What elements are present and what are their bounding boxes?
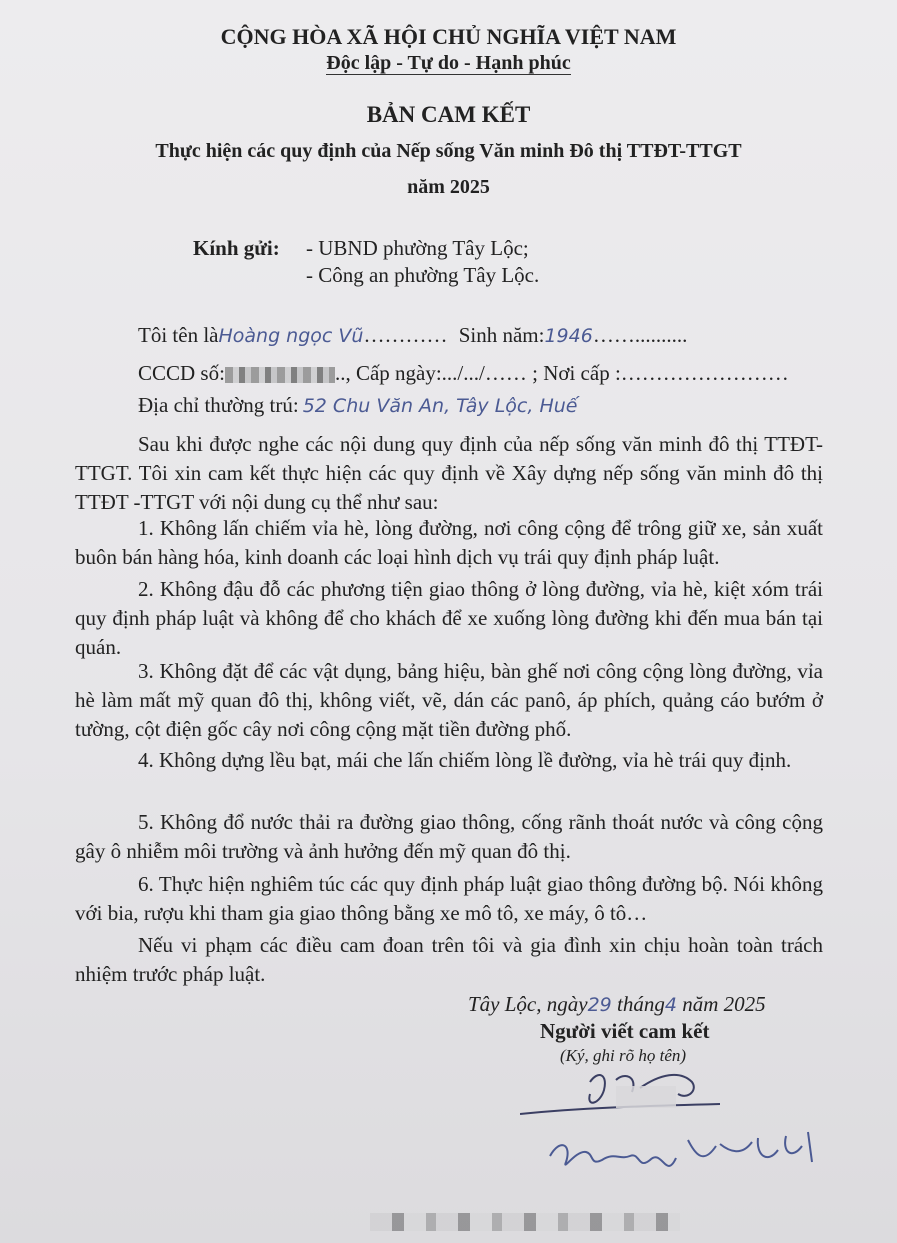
sign-note: (Ký, ghi rõ họ tên): [560, 1046, 687, 1065]
item-2: 2. Không đậu đỗ các phương tiện giao thông ở lòng đường, vỉa hè, kiệt xóm trái quy định pháp luật và không để cho khách để xe xuống lòng đường khi đến mua bán tại quán.: [75, 577, 823, 659]
signature-icon: [520, 1060, 840, 1200]
issue-date-label: Cấp ngày:.../.../……: [355, 361, 527, 385]
document-title: BẢN CAM KẾT: [366, 102, 531, 127]
recipient-2: - Công an phường Tây Lộc.: [306, 263, 540, 287]
name-dots: …………: [363, 323, 448, 347]
item-4: 4. Không dựng lều bạt, mái che lấn chiếm lòng lề đường, vỉa hè trái quy định.: [138, 748, 792, 772]
month-label: tháng: [617, 992, 665, 1016]
birth-handwritten: 1946: [544, 325, 593, 347]
month-handwritten: 4: [664, 994, 677, 1016]
intro-paragraph: Sau khi được nghe các nội dung quy định của nếp sống văn minh đô thị TTĐT-TTGT. Tôi xin cam kết thực hiện các quy định về Xây dựng nếp sống văn minh đô thị TTĐT -TTGT với nội dung cụ thể như sau:: [75, 432, 823, 514]
document-subtitle: Thực hiện các quy định của Nếp sống Văn minh Đô thị TTĐT-TTGT: [155, 140, 742, 162]
motto-text: Độc lập - Tự do - Hạnh phúc: [326, 52, 571, 74]
national-name: CỘNG HÒA XÃ HỘI CHỦ NGHĨA VIỆT NAM: [220, 24, 677, 49]
item-6: 6. Thực hiện nghiêm túc các quy định pháp luật giao thông đường bộ. Nói không với bia, rượu khi tham gia giao thông bằng xe mô tô, xe máy, ô tô…: [75, 872, 823, 925]
id-tail: ..,: [334, 361, 351, 385]
name-label: Tôi tên là: [138, 323, 219, 347]
issue-place-label: ; Nơi cấp :……………………: [532, 361, 789, 385]
address-label: Địa chỉ thường trú:: [138, 393, 299, 417]
redacted-footer: [370, 1213, 680, 1231]
document-year: năm 2025: [407, 176, 490, 198]
recipient-1: - UBND phường Tây Lộc;: [306, 236, 529, 260]
id-line: [138, 361, 789, 386]
recipient-label: Kính gửi:: [193, 236, 280, 260]
year-text: năm 2025: [682, 992, 766, 1016]
address-handwritten: 52 Chu Văn An, Tây Lộc, Huế: [302, 395, 578, 417]
writer-label: Người viết cam kết: [540, 1019, 710, 1043]
birth-label: Sinh năm:: [458, 323, 545, 347]
closing-paragraph: Nếu vi phạm các điều cam đoan trên tôi và gia đình xin chịu hoàn toàn trách nhiệm trước pháp luật.: [75, 933, 823, 986]
id-label: CCCD số:: [138, 361, 225, 385]
day-handwritten: 29: [587, 994, 612, 1016]
motto: [0, 52, 897, 75]
birth-dots: ……..........: [592, 323, 688, 347]
address-line: [138, 393, 577, 418]
item-1: 1. Không lấn chiếm vỉa hè, lòng đường, nơi công cộng để trông giữ xe, sản xuất buôn bán hàng hóa, kinh doanh các loại hình dịch vụ trái quy định pháp luật.: [75, 516, 823, 569]
name-line: [138, 323, 687, 348]
place-date: [468, 992, 766, 1017]
place-prefix: Tây Lộc, ngày: [468, 992, 588, 1016]
item-5: 5. Không đổ nước thải ra đường giao thông, cống rãnh thoát nước và công cộng gây ô nhiễm môi trường và ảnh hưởng đến mỹ quan đô thị.: [75, 810, 823, 863]
redacted-id: [225, 367, 335, 383]
item-3: 3. Không đặt để các vật dụng, bảng hiệu, bàn ghế nơi công cộng lòng đường, vỉa hè làm mất mỹ quan đô thị, không viết, vẽ, dán các panô, áp phích, quảng cáo bướm ở tường, cột điện gốc cây nơi công cộng mặt tiền đường phố.: [75, 659, 823, 741]
name-handwritten: Hoàng ngọc Vũ: [218, 325, 364, 347]
